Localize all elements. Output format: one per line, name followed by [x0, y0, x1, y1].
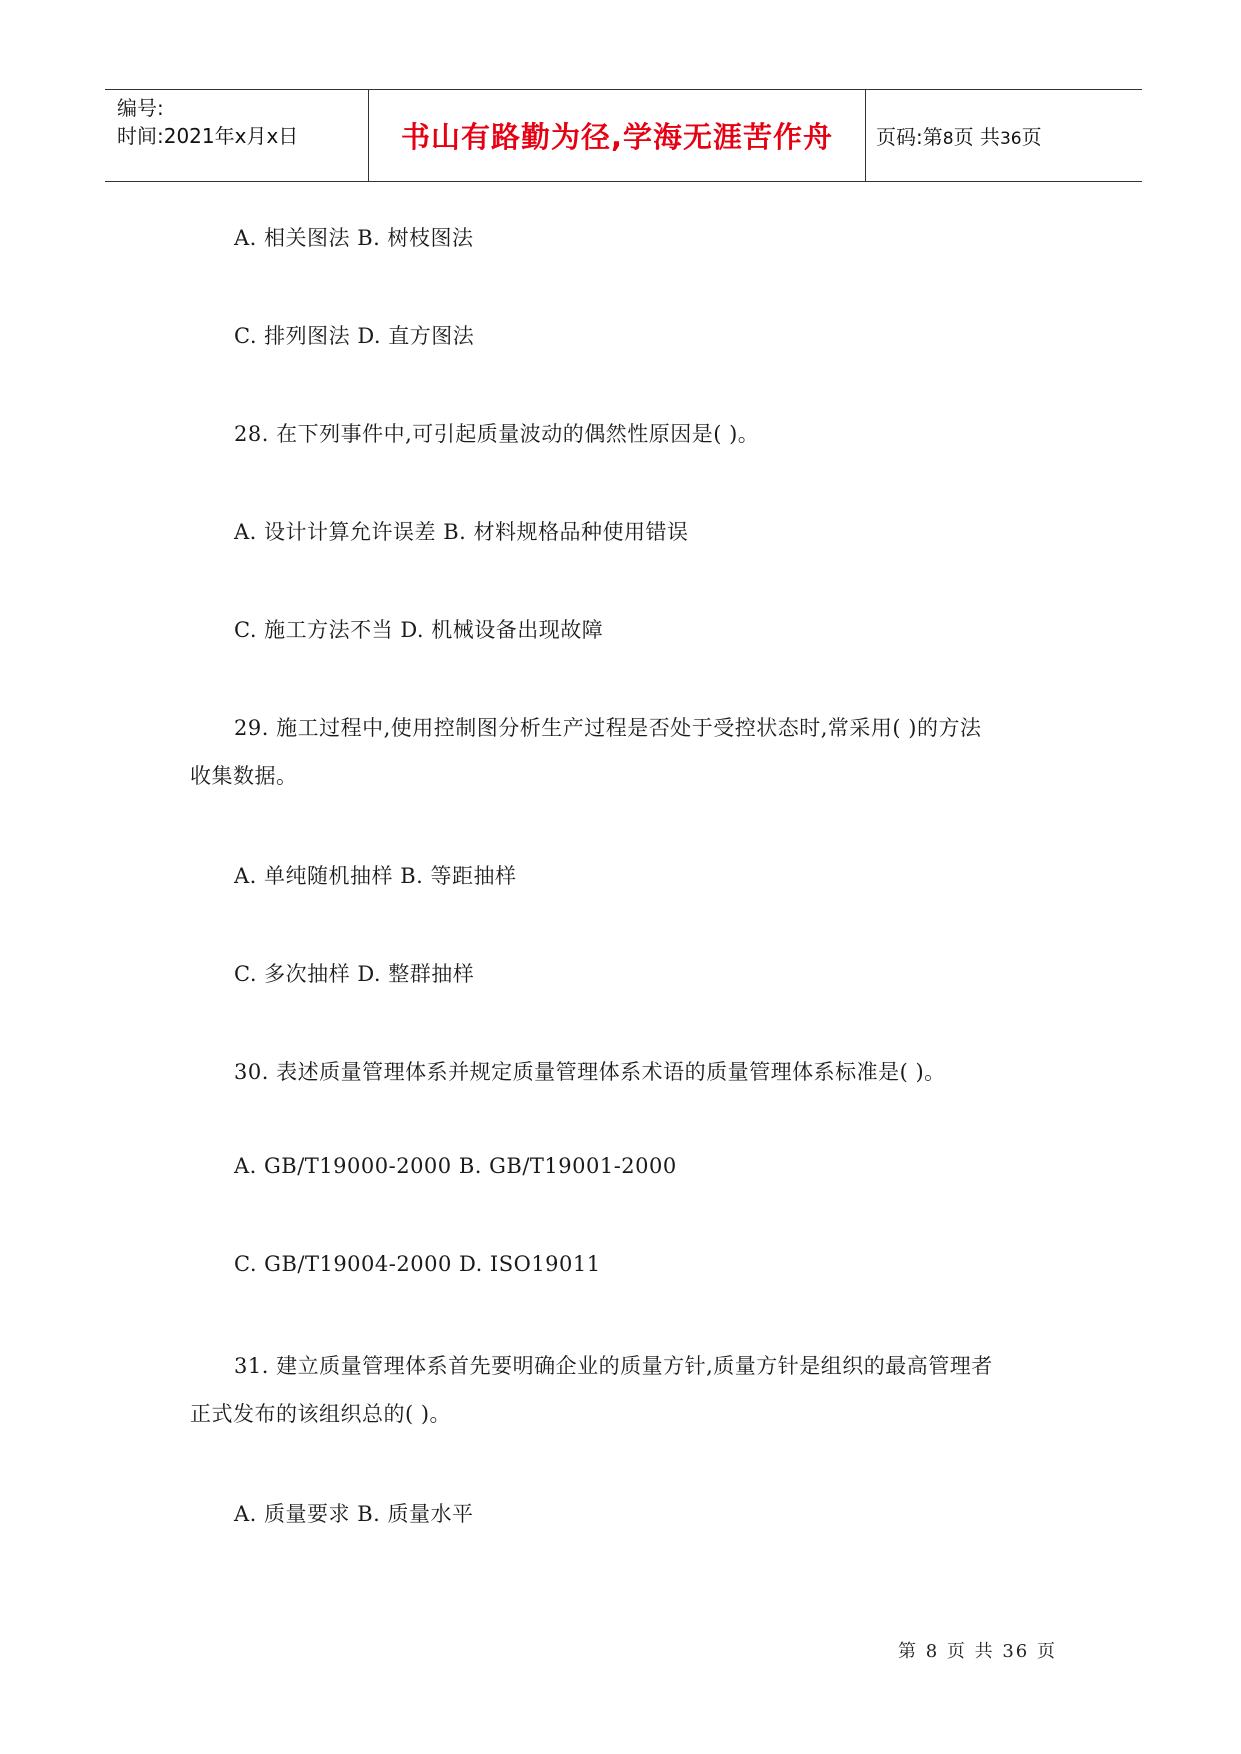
option-line: C. 多次抽样 D. 整群抽样 [234, 962, 475, 986]
question-continuation: 正式发布的该组织总的( )。 [190, 1402, 452, 1426]
page-mid: 页 共 [953, 125, 1000, 149]
option-line: A. 设计计算允许误差 B. 材料规格品种使用错误 [234, 520, 689, 544]
option-line: C. 排列图法 D. 直方图法 [234, 324, 475, 348]
question-line: 31. 建立质量管理体系首先要明确企业的质量方针,质量方针是组织的最高管理者 [234, 1354, 993, 1378]
option-line: C. GB/T19004-2000 D. ISO19011 [234, 1252, 601, 1276]
header-motto-cell [369, 90, 866, 181]
document-number-label: 编号: [117, 96, 164, 120]
header-page-number [876, 121, 1042, 150]
page-header [105, 89, 1142, 182]
option-line: A. 质量要求 B. 质量水平 [234, 1502, 474, 1526]
header-motto: 书山有路勤为径,学海无涯苦作舟 [400, 120, 834, 154]
header-meta-cell [105, 90, 369, 181]
page-footer: 第 8 页 共 36 页 [898, 1641, 1057, 1662]
page-total: 36 [999, 129, 1022, 149]
page-prefix: 页码:第 [876, 125, 943, 149]
page-suffix: 页 [1021, 125, 1042, 149]
question-line: 28. 在下列事件中,可引起质量波动的偶然性原因是( )。 [234, 422, 760, 446]
document-time-label: 时间:2021年x月x日 [117, 124, 299, 148]
option-line: A. 相关图法 B. 树枝图法 [234, 226, 474, 250]
question-line: 30. 表述质量管理体系并规定质量管理体系术语的质量管理体系标准是( )。 [234, 1060, 946, 1084]
option-line: A. GB/T19000-2000 B. GB/T19001-2000 [234, 1154, 677, 1178]
question-continuation: 收集数据。 [190, 764, 298, 788]
header-page-cell [866, 90, 1142, 181]
question-line: 29. 施工过程中,使用控制图分析生产过程是否处于受控状态时,常采用( )的方法 [234, 716, 982, 740]
option-line: C. 施工方法不当 D. 机械设备出现故障 [234, 618, 604, 642]
page-current: 8 [942, 129, 954, 149]
option-line: A. 单纯随机抽样 B. 等距抽样 [234, 864, 517, 888]
